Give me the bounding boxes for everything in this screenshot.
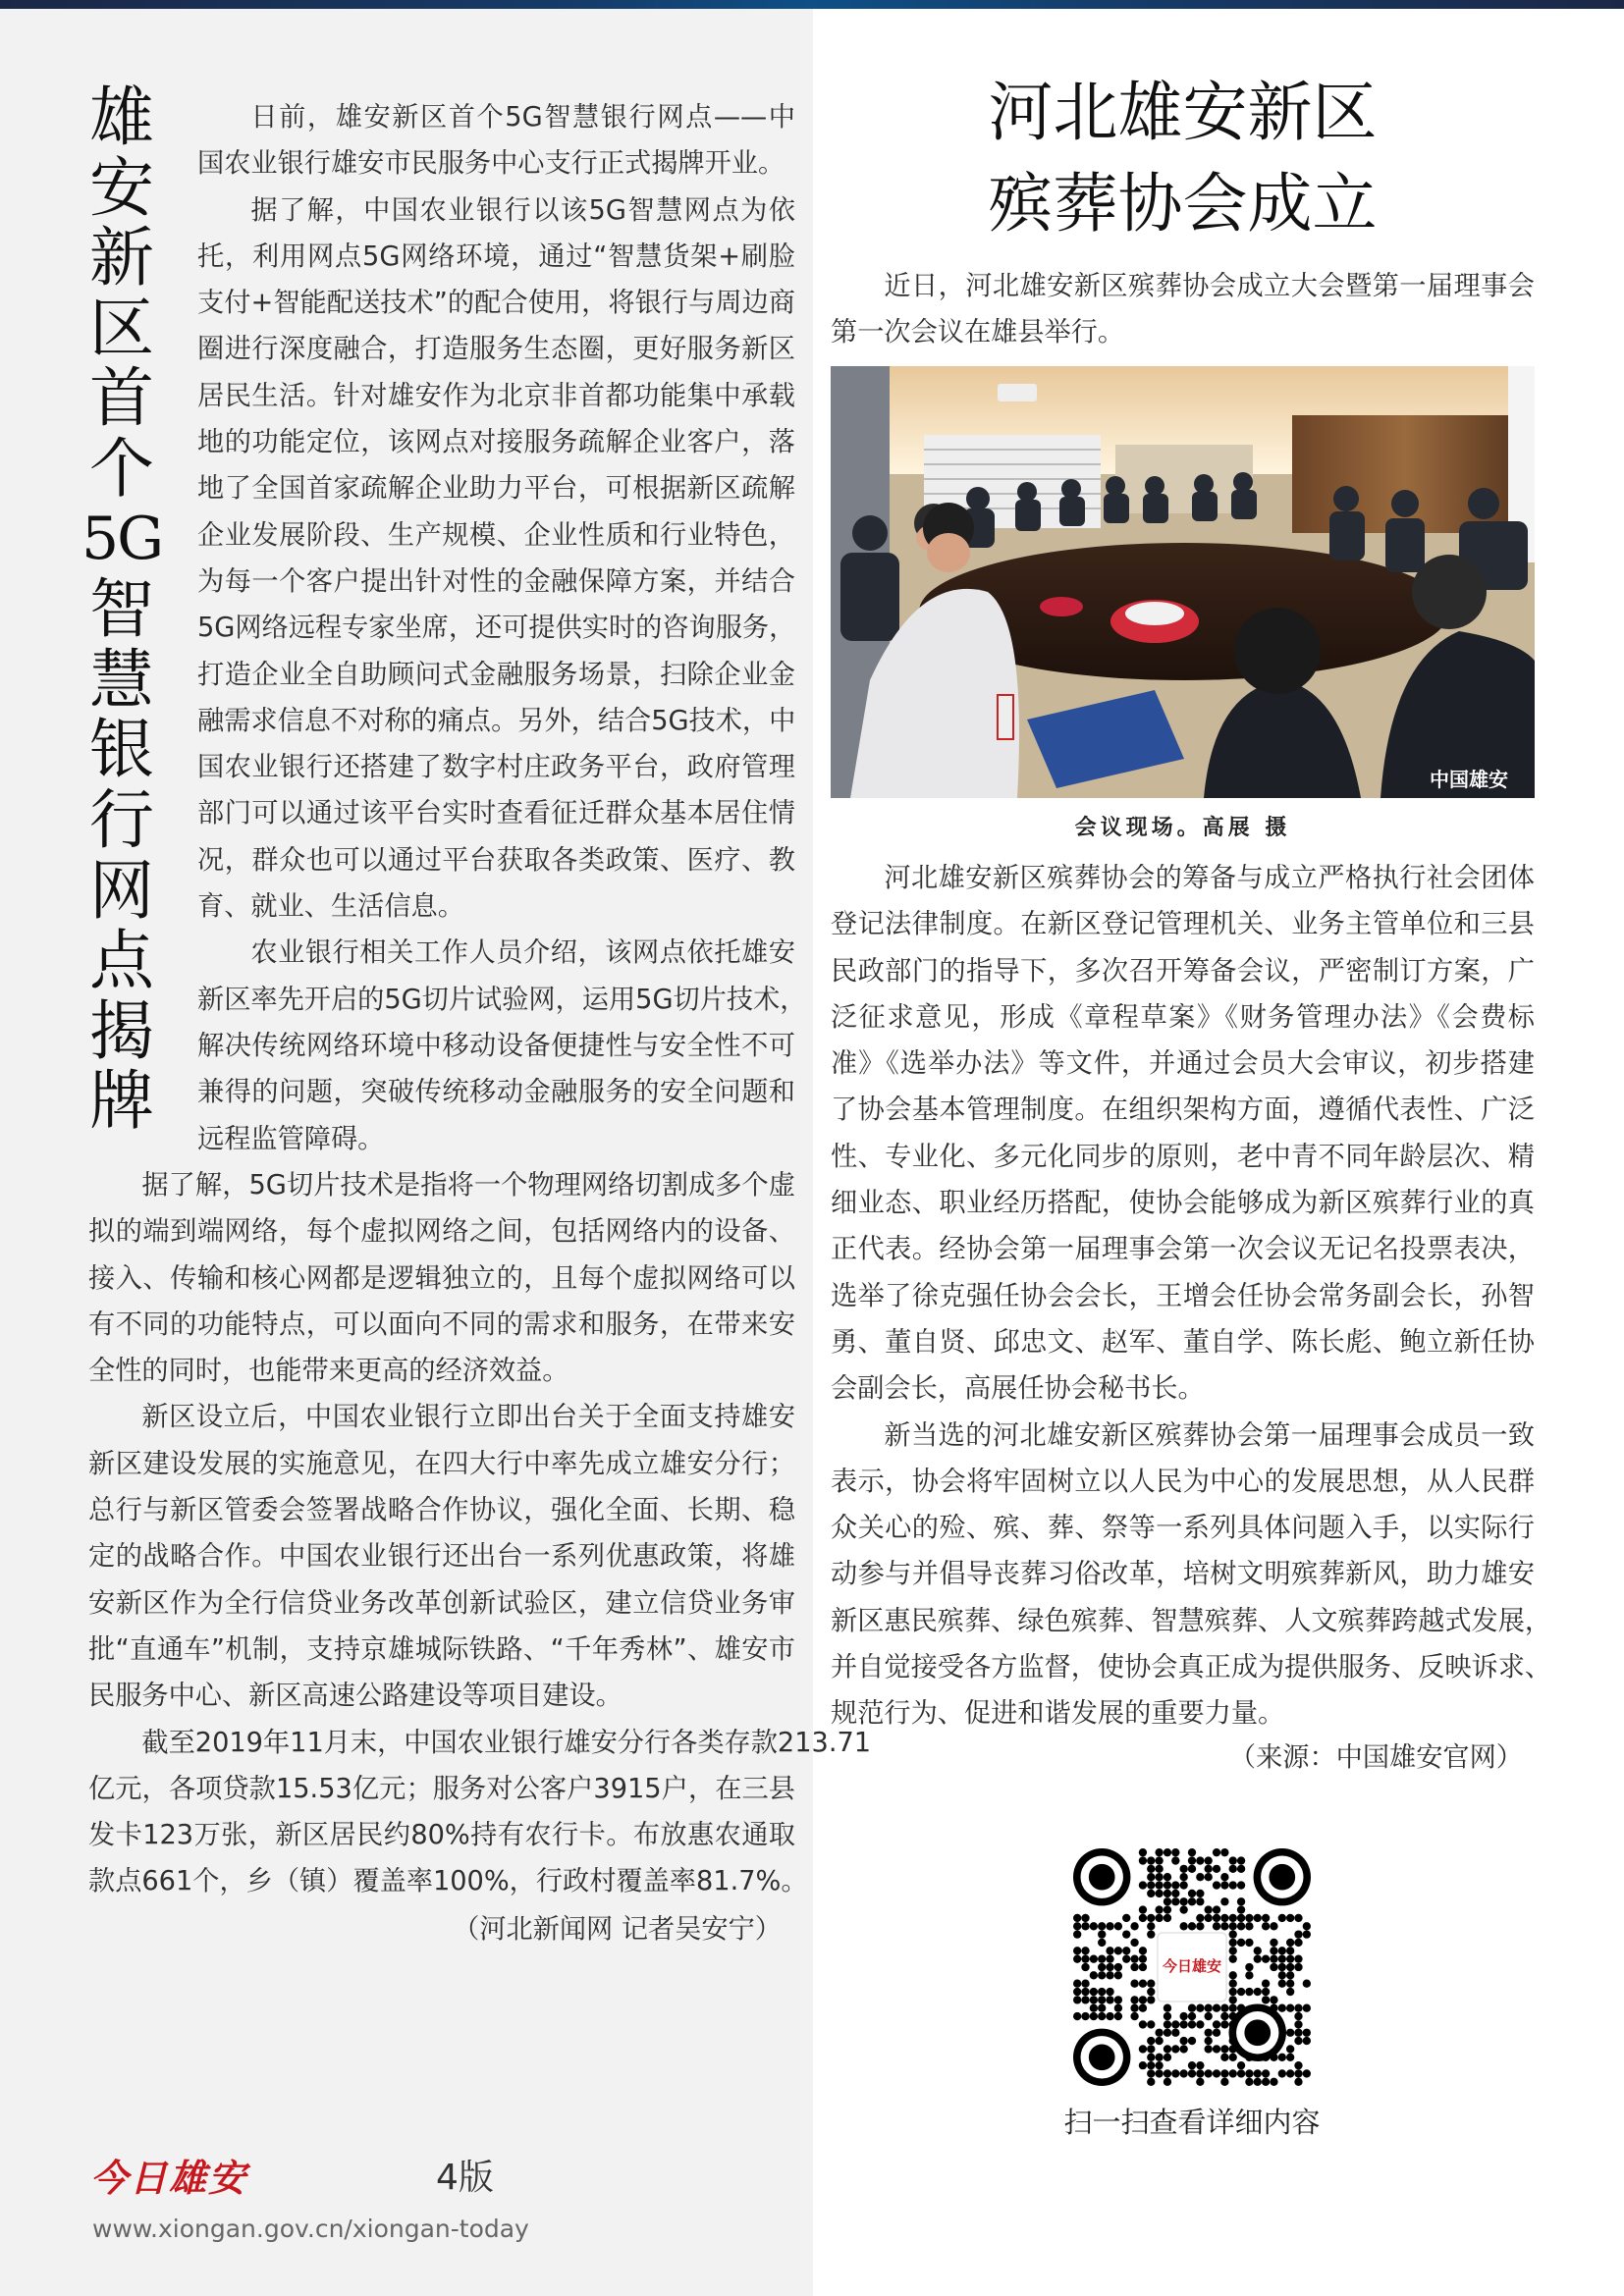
text-line: 性、专业化、多元化同步的原则，老中青不同年龄层次、精 [831,1141,1535,1172]
text-line: 地了全国首家疏解企业助力平台，可根据新区疏解 [197,473,795,505]
text-line: 日前，雄安新区首个5G智慧银行网点——中 [250,102,795,133]
text-line: 近日，河北雄安新区殡葬协会成立大会暨第一届理事会 [884,271,1535,301]
text-line: 部门可以通过该平台实时查看征迁群众基本居住情 [197,798,795,829]
left-article-body-top [197,94,807,1162]
text-line: 接入、传输和核心网都是逻辑独立的，且每个虚拟网络可以 [88,1262,795,1294]
title-char: 雄 [89,80,154,155]
title-char: 区 [89,290,154,366]
text-line: 规范行为、促进和谐发展的重要力量。 [831,1698,1285,1730]
text-line: 新区惠民殡葬、绿色殡葬、智慧殡葬、人文殡葬跨越式发展， [831,1605,1552,1636]
paragraph [831,263,1535,356]
photo-caption: 会议现场。高展 摄 [1074,815,1291,840]
paragraph [88,1162,795,1394]
title-char: 5G [81,504,163,573]
title-char: 网 [89,852,154,929]
text-line: 企业发展阶段、生产规模、企业性质和行业特色， [197,519,795,551]
text-line: 河北雄安新区殡葬协会的筹备与成立严格执行社会团体 [884,863,1535,893]
top-bar [0,0,1624,9]
text-line: 全性的同时，也能带来更高的经济效益。 [88,1356,569,1387]
text-line: 育、就业、生活信息。 [197,891,464,923]
paragraph [88,1720,872,1905]
text-line: 农业银行相关工作人员介绍，该网点依托雄安 [250,937,795,969]
text-line: 定的战略合作。中国农业银行还出台一系列优惠政策，将雄 [88,1541,795,1573]
text-line: 5G网络远程专家坐席，还可提供实时的咨询服务， [197,613,796,644]
text-line: 地的功能定位，该网点对接服务疏解企业客户，落 [197,427,795,458]
text-line: 远程监管障碍。 [197,1123,385,1154]
text-line: 据了解，中国农业银行以该5G智慧网点为依 [250,194,795,226]
text-line: 拟的端到端网络，每个虚拟网络之间，包括网络内的设备、 [88,1216,795,1248]
title-char: 点 [89,923,154,999]
title-char: 安 [89,149,154,226]
text-line: 新区率先开启的5G切片试验网，运用5G切片技术， [197,984,807,1015]
text-line: 解决传统网络环境中移动设备便捷性与安全性不可 [197,1030,795,1061]
paragraph [831,855,1535,1413]
text-line: 批“直通车”机制，支持京雄城际铁路、“千年秀林”、雄安市 [88,1633,795,1665]
title-char: 个 [89,430,154,507]
text-line: 了协会基本管理制度。在组织架构方面，遵循代表性、广泛 [831,1095,1535,1126]
paragraph [831,1413,1552,1737]
title-char: 智 [89,571,154,648]
title-char: 新 [89,220,154,296]
text-line: 表示，协会将牢固树立以人民为中心的发展思想，从人民群 [831,1466,1535,1497]
title-char: 慧 [89,641,154,718]
title-char: 行 [89,781,154,858]
text-line: 新区建设发展的实施意见，在四大行中率先成立雄安分行； [88,1448,795,1479]
text-line: 安新区作为全行信贷业务改革创新试验区，建立信贷业务审 [88,1587,795,1619]
text-line: 动参与并倡导丧葬习俗改革，培树文明殡葬新风，助力雄安 [831,1559,1535,1590]
paragraph [197,187,795,931]
text-line: 有不同的功能特点，可以面向不同的需求和服务，在带来安 [88,1308,795,1340]
text-line: 细业态、职业经历搭配，使协会能够成为新区殡葬行业的真 [831,1188,1535,1219]
title-char: 银 [89,712,154,788]
photo-watermark: 中国雄安 [1430,768,1508,791]
text-line: 选举了徐克强任协会会长，王增会任协会常务副会长，孙智 [831,1280,1535,1311]
edition-number: 4版 [436,2158,494,2198]
text-line: 第一次会议在雄县举行。 [831,317,1125,348]
text-line: 民服务中心、新区高速公路建设等项目建设。 [88,1681,623,1712]
text-line: 托，利用网点5G网络环境，通过“智慧货架+刷脸 [197,240,795,272]
meeting-photo [831,366,1535,798]
footer-logo: 今日雄安 [90,2156,248,2200]
left-article-title [67,80,177,1140]
title-char: 牌 [89,1063,154,1140]
qr-code[interactable] [1073,1848,1311,2086]
text-line: 兼得的问题，突破传统移动金融服务的安全问题和 [197,1077,795,1108]
paragraph [197,94,795,187]
text-line: 准》《选举办法》等文件，并通过会员大会审议，初步搭建 [831,1048,1535,1080]
text-line: 支付+智能配送技术”的配合使用，将银行与周边商 [197,288,795,319]
text-line: 民政部门的指导下，多次召开筹备会议，严密制订方案，广 [831,955,1535,987]
text-line: 国农业银行雄安市民服务中心支行正式揭牌开业。 [197,148,785,180]
text-line: 新当选的河北雄安新区殡葬协会第一届理事会成员一致 [884,1419,1535,1451]
right-article-body [831,855,1552,1737]
text-line: 融需求信息不对称的痛点。另外，结合5G技术，中 [197,705,796,736]
text-line: 登记法律制度。在新区登记管理机关、业务主管单位和三县 [831,909,1535,940]
title-line: 殡葬协会成立 [988,166,1378,241]
text-line: 亿元，各项贷款15.53亿元；服务对公客户3915户，在三县 [88,1773,795,1804]
text-line: 众关心的殓、殡、葬、祭等一系列具体问题入手，以实际行 [831,1513,1535,1544]
text-line: 新区设立后，中国农业银行立即出台关于全面支持雄安 [141,1402,795,1433]
text-line: 打造企业全自助顾问式金融服务场景，扫除企业金 [197,659,795,690]
text-line: 为每一个客户提出针对性的金融保障方案，并结合 [197,565,795,597]
qr-logo: 今日雄安 [1162,1957,1222,1976]
text-line: 正代表。经协会第一届理事会第一次会议无记名投票表决， [831,1234,1535,1265]
text-line: 勇、董自贤、邱忠文、赵军、董自学、陈长彪、鲍立新任协 [831,1326,1535,1358]
text-line: 并自觉接受各方监督，使协会真正成为提供服务、反映诉求、 [831,1652,1552,1683]
right-article-intro [831,263,1535,356]
text-line: 况，群众也可以通过平台获取各类政策、医疗、教 [197,844,795,876]
title-char: 揭 [89,992,154,1069]
right-article-title [831,67,1535,249]
text-line: 款点661个，乡（镇）覆盖率100%，行政村覆盖率81.7%。 [88,1866,808,1897]
text-line: 圈进行深度融合，打造服务生态圈，更好服务新区 [197,334,795,365]
right-article-source: （来源：中国雄安官网） [1228,1742,1523,1773]
text-line: 据了解，5G切片技术是指将一个物理网络切割成多个虚 [141,1170,795,1201]
text-line: 国农业银行还搭建了数字村庄政务平台，政府管理 [197,752,795,783]
text-line: 泛征求意见，形成《章程草案》《财务管理办法》《会费标 [831,1001,1535,1033]
qr-label: 扫一扫查看详细内容 [1063,2106,1321,2139]
footer-url[interactable]: www.xiongan.gov.cn/xiongan-today [92,2215,529,2243]
left-article-body-bottom [88,1162,872,1905]
text-line: 截至2019年11月末，中国农业银行雄安分行各类存款213.71 [141,1727,872,1758]
title-char: 首 [89,360,154,437]
text-line: 发卡123万张，新区居民约80%持有农行卡。布放惠农通取 [88,1820,795,1851]
text-line: 总行与新区管委会签署战略合作协议，强化全面、长期、稳 [88,1495,795,1526]
paragraph [88,1394,795,1719]
text-line: 居民生活。针对雄安作为北京非首都功能集中承载 [197,380,795,411]
title-line: 河北雄安新区 [988,75,1378,150]
left-article-byline: （河北新闻网 记者吴安宁） [453,1914,782,1945]
text-line: 会副会长，高展任协会秘书长。 [831,1373,1205,1405]
paragraph [197,930,807,1161]
